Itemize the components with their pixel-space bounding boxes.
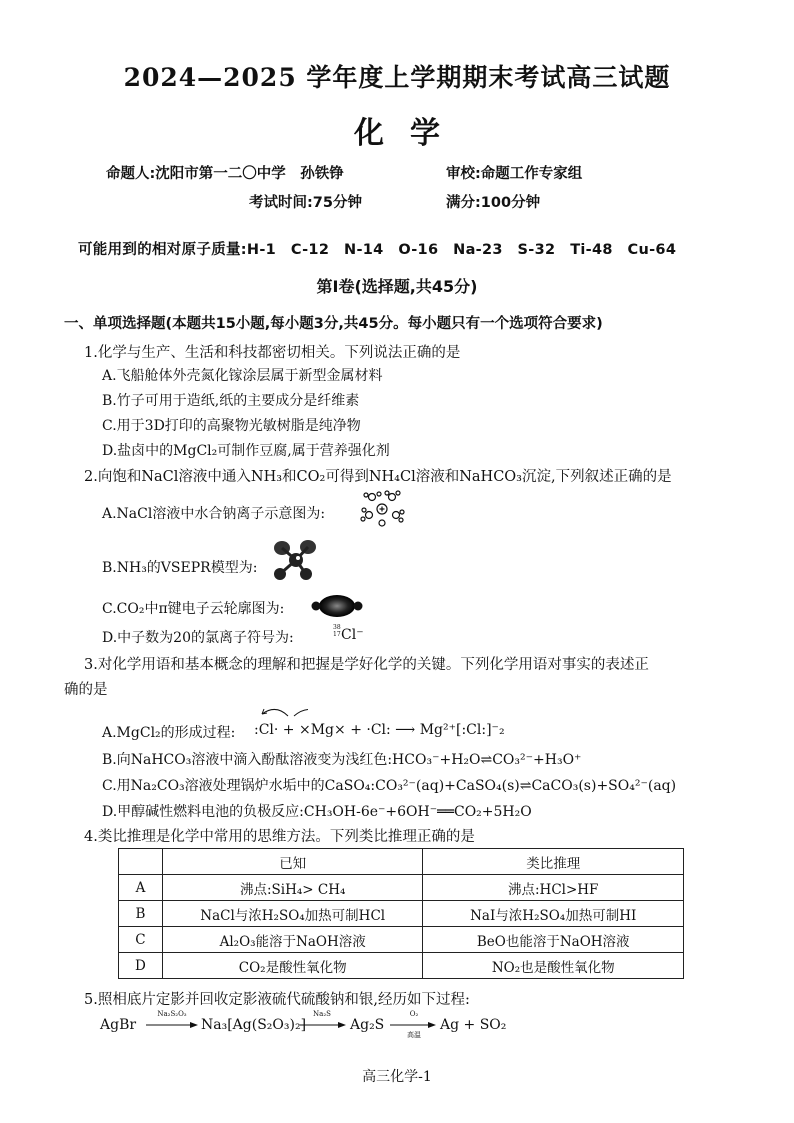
q5-species-ag2s: Ag₂S [350,1017,385,1033]
table-cell: NaI与浓H₂SO₄加热可制HI [423,901,684,927]
q3-option-c: C.用Na₂CO₃溶液处理锅炉水垢中的CaSO₄:CO₃²⁻(aq)+CaSO₄(s)⇌CaCO₃(s)+SO₄²⁻(aq) [102,778,677,794]
q2-d-symbol: Cl⁻ [341,627,364,643]
q3-option-a: A.MgCl₂的形成过程: [102,725,236,741]
q2-option-d: D.中子数为20的氯离子符号为: [102,630,294,646]
q4-stem: 4.类比推理是化学中常用的思维方法。下列类比推理正确的是 [84,829,475,845]
exam-time: 考试时间:75分钟 [249,195,362,211]
table-header-cell [119,849,163,875]
table-row [119,927,684,953]
reaction-arrow-icon [390,1021,438,1029]
table-cell: B [119,901,163,927]
table-header-row [119,849,684,875]
full-score: 满分:100分钟 [446,195,541,211]
page-footer: 高三化学-1 [362,1069,432,1085]
q5-reagent-1: Na₂S₂O₃ [157,1010,187,1018]
part-title: 第Ⅰ卷(选择题,共45分) [316,277,478,296]
table-row [119,875,684,901]
pi-bond-orbital-icon [310,592,364,620]
exam-title: 2024—2025 学年度上学期期末考试高三试题 [123,63,671,92]
vsepr-model-icon [268,538,324,582]
q1-stem: 1.化学与生产、生活和科技都密切相关。下列说法正确的是 [84,345,461,361]
table-cell: CO₂是酸性氧化物 [162,953,423,979]
atomic-masses: 可能用到的相对原子质量:H-1 C-12 N-14 O-16 Na-23 S-32 Ti-48 Cu-64 [78,242,677,258]
table-header-cell: 类比推理 [423,849,684,875]
atomic-number: 17 [333,631,341,638]
hydrated-sodium-ion-icon [356,488,408,530]
q3-stem-1: 3.对化学用语和基本概念的理解和把握是学好化学的关键。下列化学用语对事实的表述正 [84,657,649,673]
q1-option-a: A.飞船舱体外壳氮化镓涂层属于新型金属材料 [102,368,383,384]
q5-products: Ag + SO₂ [440,1017,507,1033]
q5-reagent-2: Na₂S [313,1010,331,1018]
table-row [119,901,684,927]
table-cell: NO₂也是酸性氧化物 [423,953,684,979]
q3-option-d: D.甲醇碱性燃料电池的负极反应:CH₃OH-6e⁻+6OH⁻══CO₂+5H₂O [102,804,532,820]
q2-d-isotope-prefix [333,624,341,638]
table-cell: C [119,927,163,953]
reviewer-line: 审校:命题工作专家组 [446,166,583,182]
q1-option-b: B.竹子可用于造纸,纸的主要成分是纤维素 [102,393,360,409]
q5-species-agbr: AgBr [100,1017,137,1033]
q3-a-formula: :Cl· + ×Mg× + ·Cl: ⟶ Mg²⁺[:Cl:]⁻₂ [254,722,505,738]
q2-option-b: B.NH₃的VSEPR模型为: [102,560,258,576]
q5-species-complex: Na₃[Ag(S₂O₃)₂] [201,1017,307,1033]
q3-stem-2: 确的是 [64,682,108,698]
q5-condition: 高温 [407,1031,421,1039]
subject-title: 化学 [354,116,466,151]
q5-reagent-3: O₂ [409,1010,419,1018]
reaction-arrow-icon [146,1021,200,1029]
mass-number: 38 [333,624,341,631]
table-cell: D [119,953,163,979]
table-cell: Al₂O₃能溶于NaOH溶液 [162,927,423,953]
electron-transfer-arrows-icon [248,704,308,718]
q3-option-b: B.向NaHCO₃溶液中滴入酚酞溶液变为浅红色:HCO₃⁻+H₂O⇌CO₃²⁻+H₃O⁺ [102,752,582,768]
table-cell: NaCl与浓H₂SO₄加热可制HCl [162,901,423,927]
reaction-arrow-icon [300,1021,348,1029]
table-header-cell: 已知 [162,849,423,875]
table-cell: A [119,875,163,901]
author-line: 命题人:沈阳市第一二〇中学 孙铁铮 [106,166,344,182]
table-cell: 沸点:SiH₄> CH₄ [162,875,423,901]
section-title: 一、单项选择题(本题共15小题,每小题3分,共45分。每小题只有一个选项符合要求) [64,316,603,332]
table-cell: BeO也能溶于NaOH溶液 [423,927,684,953]
q1-option-c: C.用于3D打印的高聚物光敏树脂是纯净物 [102,418,361,434]
q1-option-d: D.盐卤中的MgCl₂可制作豆腐,属于营养强化剂 [102,443,390,459]
q2-option-c: C.CO₂中π键电子云轮廓图为: [102,601,285,617]
table-row [119,953,684,979]
q5-stem: 5.照相底片定影并回收定影液硫代硫酸钠和银,经历如下过程: [84,992,470,1008]
analogy-table [118,848,684,979]
q2-stem: 2.向饱和NaCl溶液中通入NH₃和CO₂可得到NH₄Cl溶液和NaHCO₃沉淀,下列叙述正确的是 [84,469,672,485]
table-cell: 沸点:HCl>HF [423,875,684,901]
q2-option-a: A.NaCl溶液中水合钠离子示意图为: [102,506,326,522]
